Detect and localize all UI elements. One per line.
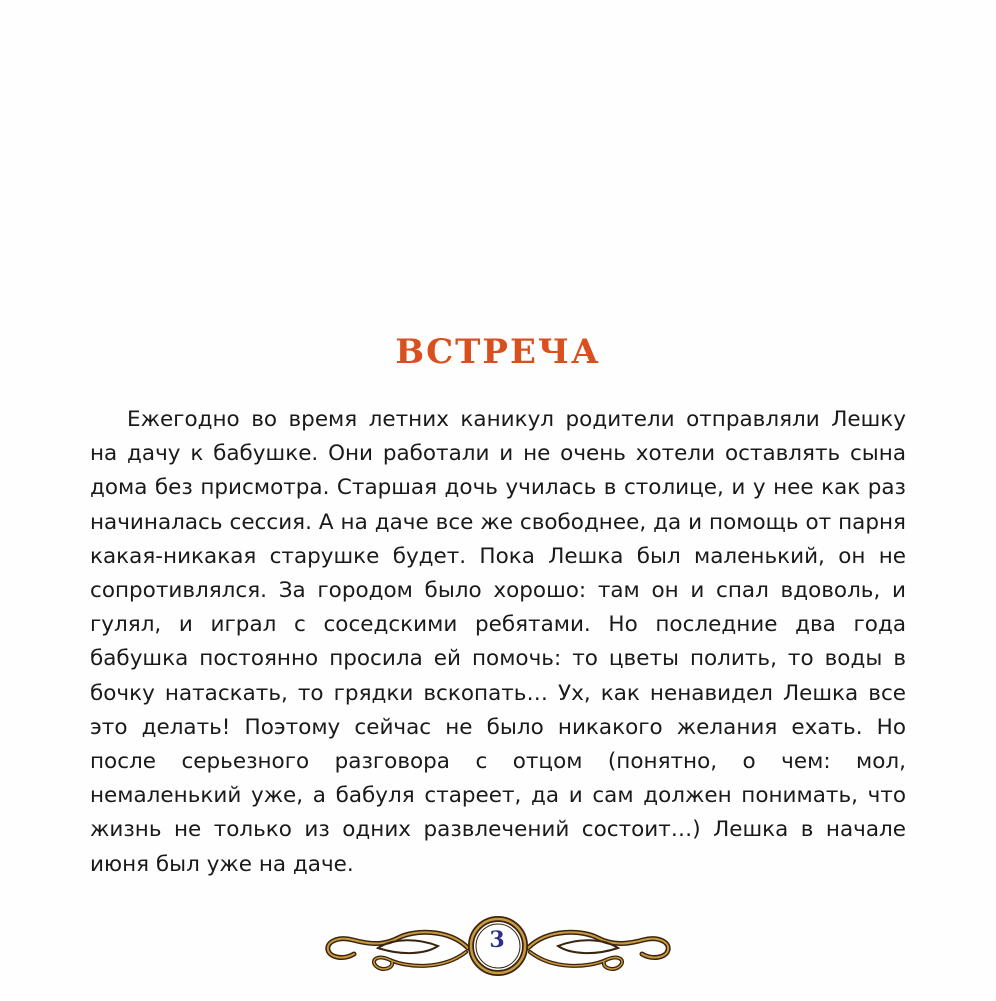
chapter-title: ВСТРЕЧА	[395, 332, 601, 372]
page-number: 3	[489, 927, 505, 953]
body-paragraph: Ежегодно во время летних каникул родители отправляли Лешку на дачу к бабушке. Они работали и не очень хотели оставлять сына дома без присмотра. Старшая дочь училась в столице, и у нее как раз начиналась сессия. А на даче все же свободнее, да и помощь от парня какая-никакая старушке будет. Пока Лешка был маленький, он не сопротивлялся. За городом было хорошо: там он и спал вдоволь, и гулял, и играл с соседскими ребятами. Но последние два года бабушка постоянно просила ей помочь: то цветы полить, то воды в бочку натаскать, то грядки вскопать… Ух, как ненавидел Лешка все это делать! Поэтому сейчас не было никакого желания ехать. Но после серьезного разговора с отцом (понятно, о чем: мол, немаленький уже, а бабуля стареет, да и сам должен понимать, что жизнь не только из одних развлечений состоит…) Лешка в начале июня был уже на даче.	[90, 407, 906, 877]
